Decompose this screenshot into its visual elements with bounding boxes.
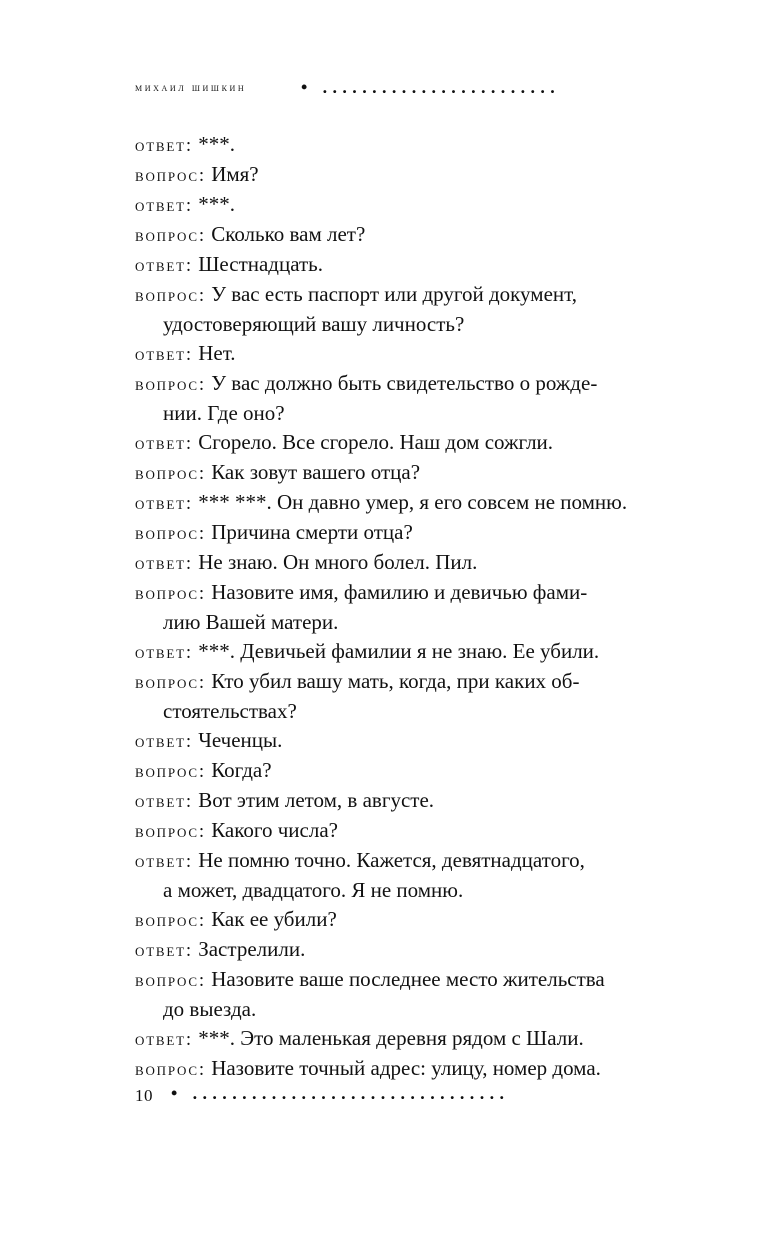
dialogue-text: ***. <box>192 132 235 156</box>
dialogue-entry <box>135 846 690 905</box>
speaker-label: вопрос: <box>135 910 206 931</box>
dialogue-entry <box>135 280 690 339</box>
dialogue-text: Застрелили. <box>192 937 306 961</box>
speaker-label: вопрос: <box>135 463 206 484</box>
speaker-label: ответ: <box>135 493 193 514</box>
dialogue-entry <box>135 160 690 190</box>
speaker-label: ответ: <box>135 195 193 216</box>
dialogue-entry <box>135 428 690 458</box>
dialogue-entry <box>135 250 690 280</box>
speaker-label: вопрос: <box>135 970 206 991</box>
dialogue-entry <box>135 190 690 220</box>
dialogue-entry <box>135 130 690 160</box>
speaker-label: ответ: <box>135 851 193 872</box>
dialogue-text: Имя? <box>205 162 259 186</box>
dialogue-text: Вот этим летом, в августе. <box>192 788 435 812</box>
speaker-label: ответ: <box>135 1029 193 1050</box>
speaker-label: вопрос: <box>135 165 206 186</box>
author-name: михаил шишкин <box>135 80 247 94</box>
speaker-label: вопрос: <box>135 225 206 246</box>
dialogue-entry <box>135 726 690 756</box>
speaker-label: ответ: <box>135 553 193 574</box>
speaker-label: вопрос: <box>135 1059 206 1080</box>
dialogue-text: У вас есть паспорт или другой документ, <box>205 282 577 306</box>
dialogue-entry <box>135 518 690 548</box>
speaker-label: ответ: <box>135 135 193 156</box>
speaker-label: вопрос: <box>135 761 206 782</box>
dialogue-continuation: лию Вашей матери. <box>163 610 339 634</box>
dialogue-text: Когда? <box>205 758 272 782</box>
page-footer <box>135 1084 690 1108</box>
speaker-label: ответ: <box>135 791 193 812</box>
running-header <box>135 80 690 102</box>
speaker-label: вопрос: <box>135 523 206 544</box>
speaker-label: вопрос: <box>135 821 206 842</box>
dialogue-text: Причина смерти отца? <box>205 520 413 544</box>
dialogue-entry <box>135 220 690 250</box>
footer-dot-leader: • ................................ <box>171 1084 510 1102</box>
page-body <box>135 130 690 1084</box>
dialogue-text: ***. Это маленькая деревня рядом с Шали. <box>192 1026 584 1050</box>
dialogue-text: Нет. <box>192 341 236 365</box>
dialogue-entry <box>135 637 690 667</box>
speaker-label: ответ: <box>135 940 193 961</box>
dialogue-text: *** ***. Он давно умер, я его совсем не помню. <box>192 490 628 514</box>
dialogue-entry <box>135 488 690 518</box>
dialogue-text: Как ее убили? <box>205 907 337 931</box>
dialogue-entry <box>135 816 690 846</box>
header-dot-leader: • ........................ <box>301 78 561 96</box>
dialogue-continuation: а может, двадцатого. Я не помню. <box>163 878 464 902</box>
dialogue-entry <box>135 458 690 488</box>
dialogue-text: ***. Девичьей фамилии я не знаю. Ее убили. <box>192 639 600 663</box>
dialogue-text: Как зовут вашего отца? <box>205 460 421 484</box>
dialogue-continuation: до выезда. <box>163 997 257 1021</box>
dialogue-text: Не помню точно. Кажется, девятнадцатого, <box>192 848 585 872</box>
dialogue-entry <box>135 935 690 965</box>
dialogue-entry <box>135 756 690 786</box>
dialogue-continuation: стоятельствах? <box>163 699 297 723</box>
dialogue-entry <box>135 369 690 428</box>
dialogue-continuation: удостоверяющий вашу личность? <box>163 312 465 336</box>
dialogue-text: Назовите имя, фамилию и девичью фами- <box>205 580 588 604</box>
dialogue-text: У вас должно быть свидетельство о рожде- <box>205 371 598 395</box>
dialogue-entry <box>135 965 690 1024</box>
dialogue-entry <box>135 1024 690 1054</box>
dialogue-entry <box>135 786 690 816</box>
dialogue-entry <box>135 1054 690 1084</box>
dialogue-entry <box>135 905 690 935</box>
dialogue-text: Кто убил вашу мать, когда, при каких об- <box>205 669 580 693</box>
dialogue-text: Шестнадцать. <box>192 252 324 276</box>
dialogue-text: Какого числа? <box>205 818 338 842</box>
speaker-label: ответ: <box>135 255 193 276</box>
dialogue-text: Сколько вам лет? <box>205 222 366 246</box>
speaker-label: ответ: <box>135 731 193 752</box>
speaker-label: ответ: <box>135 344 193 365</box>
speaker-label: ответ: <box>135 433 193 454</box>
dialogue-entry <box>135 667 690 726</box>
dialogue-text: Назовите точный адрес: улицу, номер дома. <box>205 1056 601 1080</box>
speaker-label: вопрос: <box>135 672 206 693</box>
dialogue-entry <box>135 339 690 369</box>
speaker-label: вопрос: <box>135 583 206 604</box>
dialogue-text: ***. <box>192 192 235 216</box>
dialogue-text: Чеченцы. <box>192 728 283 752</box>
page-number: 10 <box>135 1086 153 1105</box>
dialogue-text: Сгорело. Все сгорело. Наш дом сожгли. <box>192 430 554 454</box>
dialogue-text: Назовите ваше последнее место жительства <box>205 967 605 991</box>
dialogue-entry <box>135 548 690 578</box>
speaker-label: ответ: <box>135 642 193 663</box>
dialogue-continuation: нии. Где оно? <box>163 401 285 425</box>
speaker-label: вопрос: <box>135 374 206 395</box>
speaker-label: вопрос: <box>135 285 206 306</box>
dialogue-entry <box>135 578 690 637</box>
dialogue-text: Не знаю. Он много болел. Пил. <box>192 550 478 574</box>
